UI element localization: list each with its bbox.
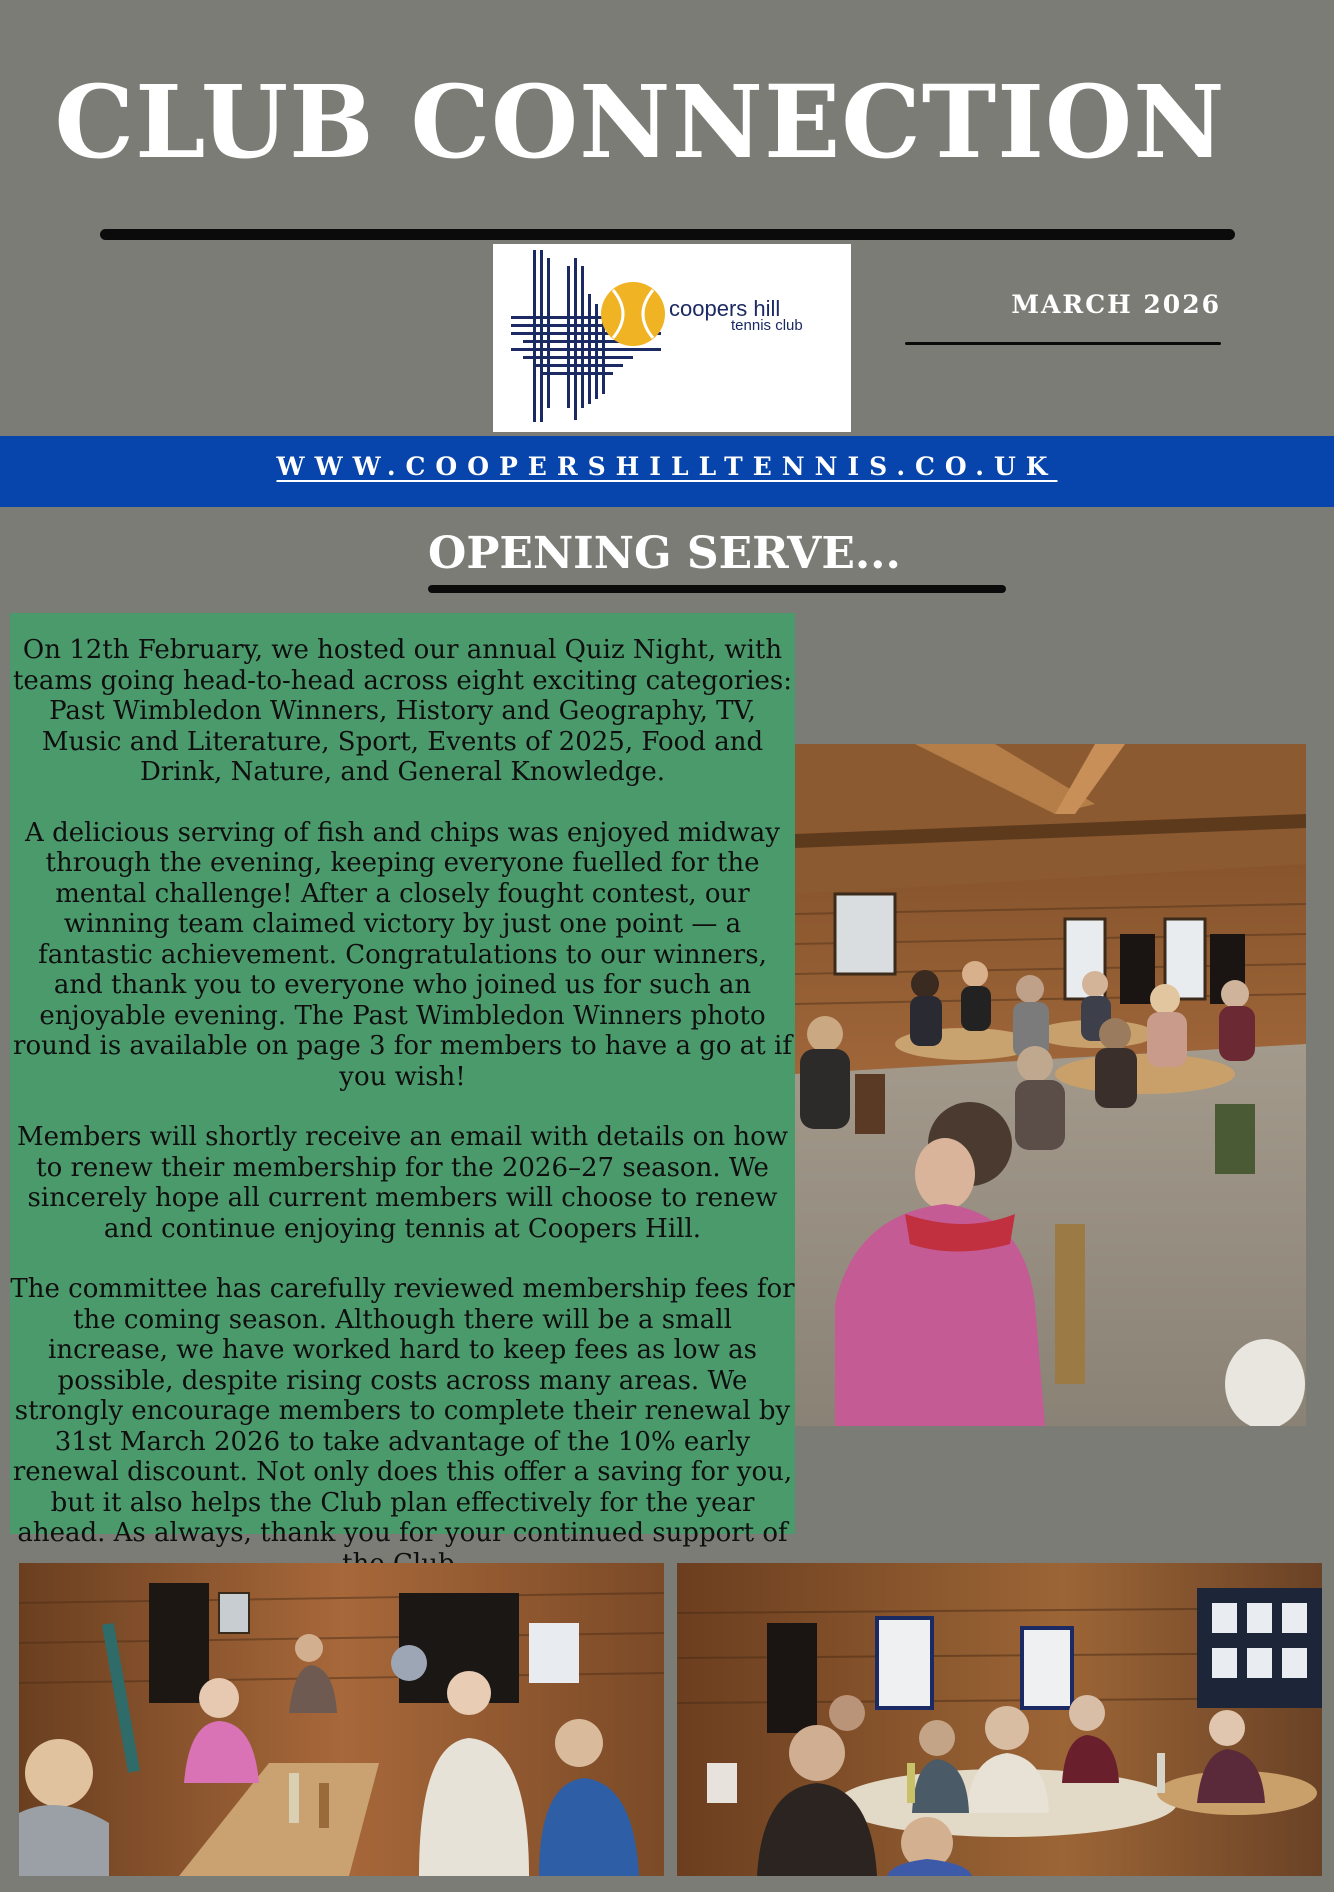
article-paragraph: A delicious serving of fish and chips was enjoyed midway through the evening, keeping everyone fuelled for the mental challenge! After a closely fought contest, our winning team claimed victory by just one point — a fantastic achievement. Congratulations to our winners, and thank you to everyone who joined us for such an enjoyable evening. The Past Wimbledon Winners photo round is available on page 3 for members to have a go at if you wish! — [13, 817, 792, 1092]
date-underline — [905, 342, 1221, 345]
article-paragraph: The committee has carefully reviewed membership fees for the coming season. Although there will be a small increase, we have worked hard to keep fees as low as possible, despite rising costs across many areas. We strongly encourage members to complete their renewal by 31st March 2026 to take advantage of the 10% early renewal discount. Not only does this offer a saving for you, but it also helps the Club plan effectively for the year ahead. As always, thank you for your continued support of — [10, 1274, 795, 1548]
quiz-night-photo-main — [795, 744, 1306, 1426]
header-divider — [100, 229, 1235, 240]
article-panel — [10, 613, 795, 1548]
article-paragraph: On 12th February, we hosted our annual Quiz Night, with teams going head-to-head across eight exciting categories: Past Wimbledon Winners, History and Geography, TV, Music and Literature, Sport, Events of 2025, Food and Drink, Nature, and General Knowledge. — [12, 635, 793, 787]
quiz-night-photo-right — [677, 1563, 1322, 1876]
logo-text-line1: coopers hill — [669, 296, 781, 321]
logo-text-line2: tennis club — [731, 317, 803, 334]
club-logo — [493, 244, 851, 432]
section-underline — [428, 585, 1006, 593]
quiz-night-photo-left — [19, 1563, 664, 1876]
article-paragraph: Members will shortly receive an email with details on how to renew their membership for the 2026–27 season. We sincerely hope all current members will choose to renew and continue enjoying tennis at Coopers Hill. — [16, 1122, 788, 1244]
issue-date: MARCH 2026 — [1011, 290, 1221, 319]
tennis-club-logo-icon — [493, 244, 851, 432]
website-link[interactable]: WWW.COOPERSHILLTENNIS.CO.UK — [276, 452, 1058, 481]
section-heading: OPENING SERVE... — [428, 528, 901, 579]
newsletter-title: CLUB CONNECTION — [54, 63, 1226, 181]
